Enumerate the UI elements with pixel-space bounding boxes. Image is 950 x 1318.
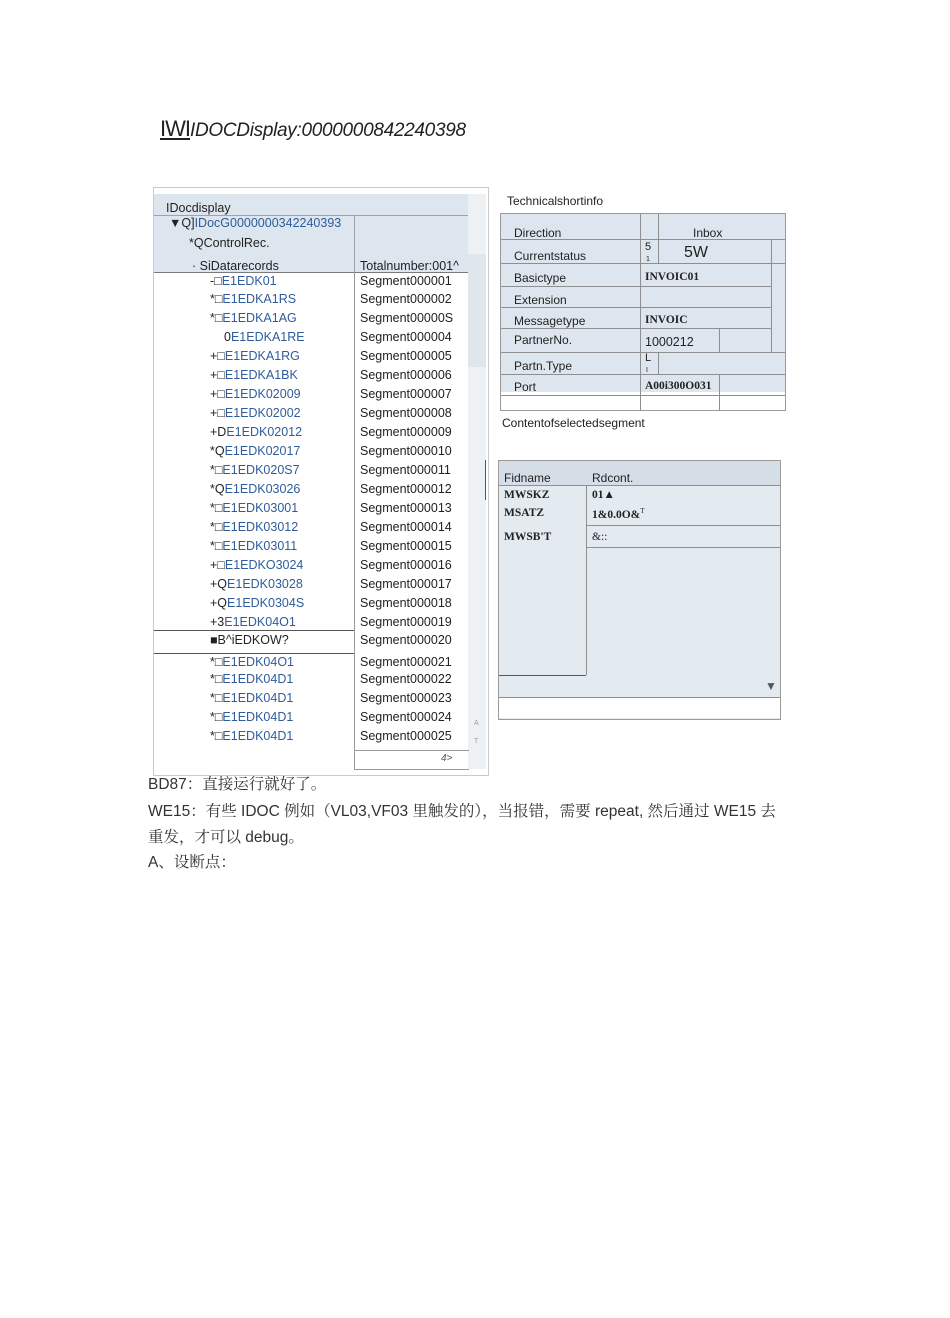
text-line: BD87：直接运行就好了。 bbox=[148, 776, 327, 793]
port-label: Port bbox=[514, 380, 537, 394]
tree-segment-number: Segment000005 bbox=[360, 349, 452, 363]
tech-info-panel bbox=[500, 213, 786, 411]
direction-value: Inbox bbox=[693, 226, 723, 240]
tree-title: IDocdisplay bbox=[166, 201, 231, 215]
text-line: 重发，才可以 debug。 bbox=[148, 829, 304, 846]
partner-value: 1000212 bbox=[645, 335, 694, 349]
tree-segment-number: Segment00000S bbox=[360, 311, 454, 325]
tree-node[interactable]: *QE1EDK03026 bbox=[210, 482, 301, 496]
status-code-2: 1 bbox=[646, 256, 650, 263]
tree-segment-number: Segment000023 bbox=[360, 691, 452, 705]
text-line: WE15：有些 IDOC 例如（VL03,VF03 里触发的），当报错，需要 repeat, 然后通过 WE15 去 bbox=[148, 803, 776, 820]
field-name: MSATZ bbox=[504, 507, 545, 519]
tree-node[interactable]: +□E1EDK02002 bbox=[210, 406, 301, 420]
tree-node[interactable]: *□E1EDK04O1 bbox=[210, 655, 294, 669]
tree-node[interactable]: *□E1EDK020S7 bbox=[210, 463, 300, 477]
idoc-tree-panel bbox=[153, 187, 489, 776]
tree-page-indicator: 4> bbox=[441, 753, 453, 764]
status-code: 5 bbox=[645, 241, 652, 253]
tree-segment-number: Segment000006 bbox=[360, 368, 452, 382]
content-scroll-down-icon[interactable]: ▼ bbox=[765, 679, 777, 693]
tech-info-label: Technicalshortinfo bbox=[507, 194, 604, 208]
tree-total-number: Totalnumber:001^ bbox=[360, 259, 459, 273]
tree-node[interactable]: +DE1EDK02012 bbox=[210, 425, 303, 439]
tree-node[interactable]: *□E1EDK03011 bbox=[210, 539, 298, 553]
tree-node[interactable]: +QE1EDK03028 bbox=[210, 577, 303, 591]
tree-node[interactable]: +QE1EDK0304S bbox=[210, 596, 305, 610]
messagetype-label: Messagetype bbox=[514, 314, 586, 328]
tree-node[interactable]: *□E1EDKA1RS bbox=[210, 292, 297, 306]
tree-node[interactable]: *□E1EDKA1AG bbox=[210, 311, 297, 325]
tree-segment-number: Segment000004 bbox=[360, 330, 452, 344]
tree-segment-number: Segment000022 bbox=[360, 672, 452, 686]
tree-segment-number: Segment000016 bbox=[360, 558, 452, 572]
sap-logo: IWI bbox=[160, 116, 190, 141]
basictype-label: Basictype bbox=[514, 271, 567, 285]
direction-label: Direction bbox=[514, 226, 562, 240]
tree-segment-number: Segment000013 bbox=[360, 501, 452, 515]
tree-segment-number: Segment000002 bbox=[360, 292, 452, 306]
tree-node[interactable]: +□E1EDKO3024 bbox=[210, 558, 304, 572]
field-name: MWSKZ bbox=[504, 489, 550, 501]
port-value: A00i300O031 bbox=[645, 380, 712, 392]
tree-segment-number: Segment000020 bbox=[360, 633, 452, 647]
col-fieldcontent[interactable]: Rdcont. bbox=[592, 471, 634, 485]
field-value: 1&0.0O&$^T$ bbox=[592, 507, 645, 521]
tree-segment-number: Segment000010 bbox=[360, 444, 452, 458]
tree-segment-number: Segment000001 bbox=[360, 274, 452, 288]
tree-node[interactable]: *□E1EDK04D1 bbox=[210, 710, 294, 724]
text-line: A、设断点： bbox=[148, 854, 236, 871]
partntype-value: L bbox=[645, 352, 652, 364]
tree-segment-number: Segment000025 bbox=[360, 729, 452, 743]
tree-node[interactable]: *□E1EDK04D1 bbox=[210, 729, 294, 743]
tree-node[interactable]: 0E1EDKA1RE bbox=[224, 330, 305, 344]
segment-content-panel bbox=[498, 460, 781, 720]
col-fieldname[interactable]: Fidname bbox=[504, 471, 551, 485]
extension-label: Extension bbox=[514, 293, 567, 307]
tree-node[interactable]: +3E1EDK04O1 bbox=[210, 615, 296, 629]
tree-node[interactable]: *□E1EDK04D1 bbox=[210, 672, 294, 686]
field-name: MWSB'T bbox=[504, 531, 552, 543]
tree-segment-number: Segment000015 bbox=[360, 539, 452, 553]
partntype-value-2: I bbox=[646, 367, 648, 373]
partner-label: PartnerNo. bbox=[514, 333, 573, 347]
status-value: 5W bbox=[684, 244, 708, 261]
tree-segment-number: Segment000008 bbox=[360, 406, 452, 420]
tree-node[interactable]: *□E1EDK03012 bbox=[210, 520, 299, 534]
tree-node[interactable]: +□E1EDKA1BK bbox=[210, 368, 298, 382]
tree-segment-number: Segment000018 bbox=[360, 596, 452, 610]
title-text: IDOCDisplay:0000000842240398 bbox=[190, 120, 466, 141]
tree-data-records[interactable]: · SiDatarecords bbox=[192, 259, 279, 273]
page-title bbox=[160, 116, 466, 142]
tree-node[interactable]: +□E1EDKA1RG bbox=[210, 349, 300, 363]
tree-node[interactable]: ■B^iEDKOW? bbox=[210, 633, 289, 647]
tree-control-record[interactable]: *QControlRec. bbox=[189, 236, 270, 250]
messagetype-value: INVOIC bbox=[645, 314, 688, 326]
tree-segment-number: Segment000011 bbox=[360, 463, 451, 477]
tree-segment-number: Segment000014 bbox=[360, 520, 452, 534]
basictype-value: INVOIC01 bbox=[645, 271, 700, 283]
tree-root-node[interactable]: ▼Q]IDocG0000000342240393 bbox=[169, 216, 342, 230]
tree-node[interactable]: -□E1EDK01 bbox=[210, 274, 277, 288]
partntype-label: Partn.Type bbox=[514, 359, 573, 373]
tree-scroll-up-icon[interactable]: A bbox=[474, 720, 479, 727]
tree-segment-number: Segment000021 bbox=[360, 655, 452, 669]
field-value: 01▲ bbox=[592, 489, 615, 501]
tree-scrollbar-thumb[interactable] bbox=[468, 254, 486, 367]
tree-segment-number: Segment000019 bbox=[360, 615, 452, 629]
tree-node[interactable]: +□E1EDK02009 bbox=[210, 387, 301, 401]
field-value: &:: bbox=[592, 531, 608, 543]
tree-node[interactable]: *QE1EDK02017 bbox=[210, 444, 301, 458]
segment-content-label: Contentofselectedsegment bbox=[502, 416, 645, 430]
tree-segment-number: Segment000009 bbox=[360, 425, 452, 439]
tree-segment-number: Segment000012 bbox=[360, 482, 452, 496]
status-label: Currentstatus bbox=[514, 249, 587, 263]
tree-segment-number: Segment000007 bbox=[360, 387, 452, 401]
tree-node[interactable]: *□E1EDK03001 bbox=[210, 501, 299, 515]
tree-segment-number: Segment000024 bbox=[360, 710, 452, 724]
tree-segment-number: Segment000017 bbox=[360, 577, 452, 591]
tree-node[interactable]: *□E1EDK04D1 bbox=[210, 691, 294, 705]
tree-scroll-down-icon[interactable]: T bbox=[474, 738, 479, 745]
